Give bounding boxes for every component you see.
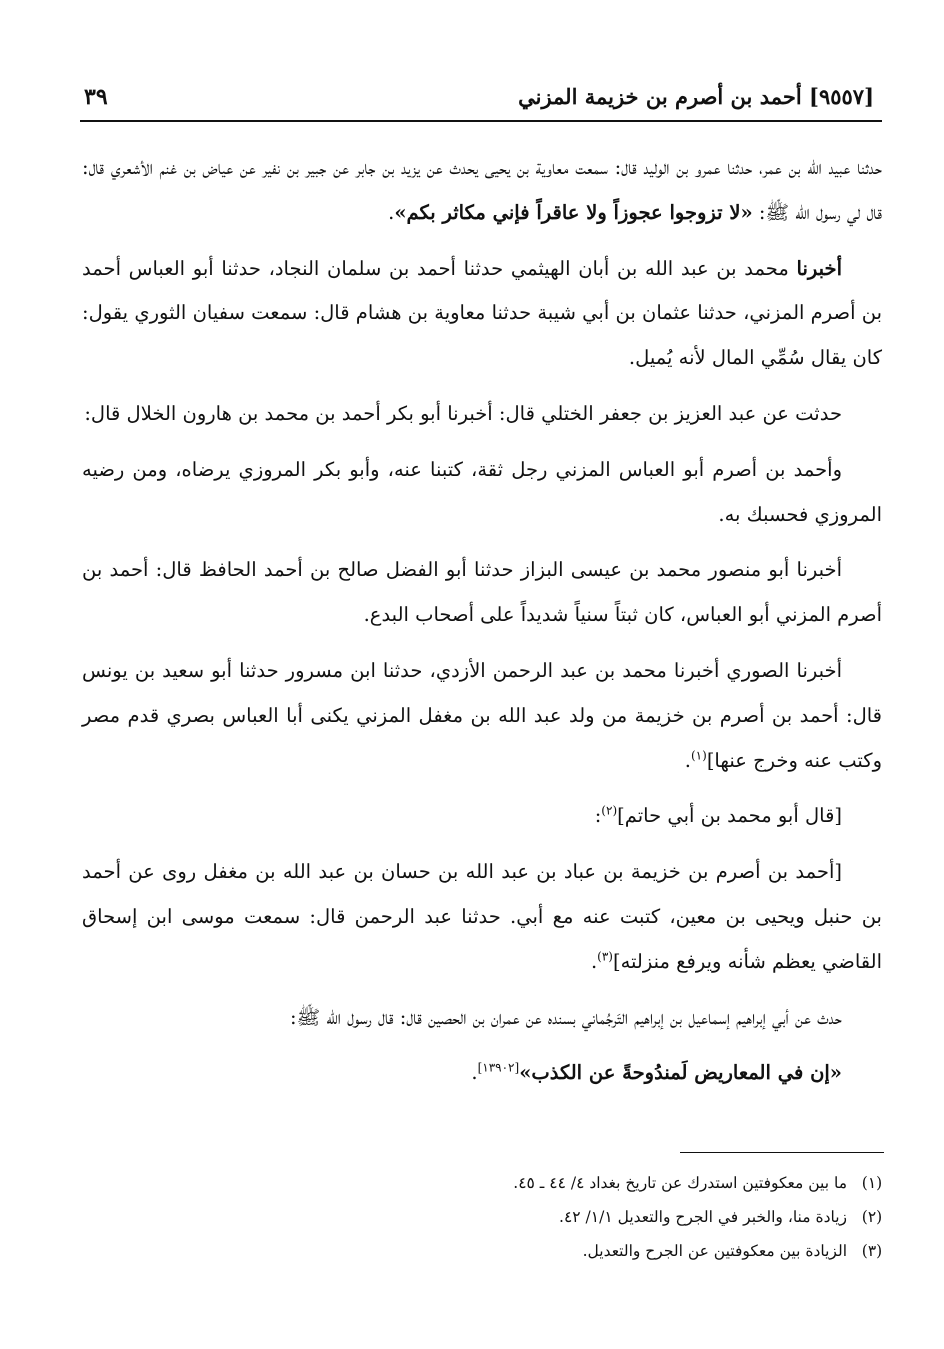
paragraph-5	[82, 548, 882, 638]
footnote-ref-2: (٢)	[601, 803, 618, 818]
header-title: [٩٥٥٧] أحمد بن أصرم بن خزيمة المزني	[518, 84, 874, 109]
paragraph-6	[82, 649, 882, 783]
paragraph-9	[82, 996, 882, 1041]
paragraph-text: أخبرنا الصوري أخبرنا محمد بن عبد الرحمن الأزدي، حدثنا ابن مسرور حدثنا أبو سعيد بن يونس قال: أحمد بن أصرم بن خزيمة من ولد عبد الله بن مغفل المزني يكنى أبا العباس بصري قدم مصر وكتب عنه وخرج عنها]	[82, 658, 882, 772]
footnote-2	[82, 1200, 887, 1234]
running-header	[80, 82, 882, 118]
paragraph-7	[82, 794, 882, 839]
paragraph-tail: .	[590, 949, 598, 973]
footnote-number: (٢)	[861, 1208, 883, 1226]
paragraph-text: أخبرنا أبو منصور محمد بن عيسى البزاز حدثنا أبو الفضل صالح بن أحمد الحافظ قال: أحمد بن أصرم المزني أبو العباس، كان ثبتاً سنياً شديداً على أصحاب البدع.	[82, 558, 882, 627]
hadith-number: [١٣٩٠٢]	[477, 1060, 520, 1075]
header-divider	[80, 120, 882, 122]
hadith-quote: «لا تزوجوا عجوزاً ولا عاقراً فإني مكاثر بكم»	[394, 200, 753, 224]
paragraph-1	[82, 146, 882, 236]
paragraph-text: حدثت عن عبد العزيز بن جعفر الختلي قال: أخبرنا أبو بكر أحمد بن محمد بن هارون الخلال قال:	[84, 401, 842, 425]
paragraph-text: [قال أبو محمد بن أبي حاتم]	[617, 804, 842, 828]
paragraph-4	[82, 448, 882, 538]
footnotes	[82, 1166, 887, 1268]
footnote-text: زيادة منا، والخبر في الجرح والتعديل ١/١/ ٤٢.	[559, 1208, 847, 1226]
paragraph-3	[82, 392, 882, 437]
footnote-1	[82, 1166, 887, 1200]
paragraph-text: [أحمد بن أصرم بن خزيمة بن عباد بن عبد الله بن حسان بن عبد الله بن مغفل روى عن أحمد بن حنبل ويحيى بن معين، كتبت عنه مع أبي. حدثنا عبد الرحمن قال: سمعت موسى ابن إسحاق القاضي يعظم شأنه ويرفع منزلته]	[82, 860, 882, 973]
paragraph-text: حدثنا عبيد الله بن عمر، حدثنا عمرو بن الوليد قال: سمعت معاوية بن يحيى يحدث عن يزيد بن جابر عن جبير بن نفير عن عياض بن غنم الأشعري قال: قال لي رسول الله ﷺ:	[82, 156, 882, 224]
paragraph-text: وأحمد بن أصرم أبو العباس المزني رجل ثقة، كتبنا عنه، وأبو بكر المروزي يرضاه، ومن رضيه المروزي فحسبك به.	[82, 457, 882, 526]
paragraph-10	[82, 1051, 882, 1096]
footnote-divider	[680, 1152, 884, 1153]
footnote-text: ما بين معكوفتين استدرك عن تاريخ بغداد ٤/ ٤٤ ـ ٤٥.	[513, 1174, 847, 1192]
hadith-quote: «إن في المعاريض لَمندُوحةً عن الكذب»	[519, 1061, 842, 1085]
paragraph-text: محمد بن عبد الله بن أبان الهيثمي حدثنا أحمد بن سلمان النجاد، حدثنا أبو العباس أحمد بن أصرم المزني، حدثنا عثمان بن أبي شيبة حدثنا معاوية بن هشام قال: سمعت سفيان الثوري يقول: كان يقال سُمِّي المال لأنه يُميل.	[82, 256, 882, 370]
footnote-3	[82, 1234, 887, 1268]
paragraph-lead-word: أخبرنا	[796, 256, 842, 280]
main-text	[82, 146, 882, 1107]
page-number: ٣٩	[84, 84, 108, 110]
footnote-text: الزيادة بين معكوفتين عن الجرح والتعديل.	[582, 1242, 847, 1260]
paragraph-tail: .	[388, 200, 395, 224]
footnote-number: (١)	[861, 1174, 883, 1192]
footnote-ref-3: (٣)	[597, 949, 613, 964]
paragraph-tail: .	[684, 748, 691, 772]
paragraph-2	[82, 247, 882, 381]
footnote-number: (٣)	[861, 1242, 883, 1260]
paragraph-8	[82, 850, 882, 984]
paragraph-tail: :	[594, 804, 602, 828]
paragraph-text: حدث عن أبي إبراهيم إسماعيل بن إبراهيم التَرجُماني بسنده عن عمران بن الحصين قال: قال رسول الله ﷺ:	[290, 1005, 842, 1029]
paragraph-tail: .	[471, 1061, 478, 1085]
footnote-ref-1: (١)	[690, 748, 707, 763]
